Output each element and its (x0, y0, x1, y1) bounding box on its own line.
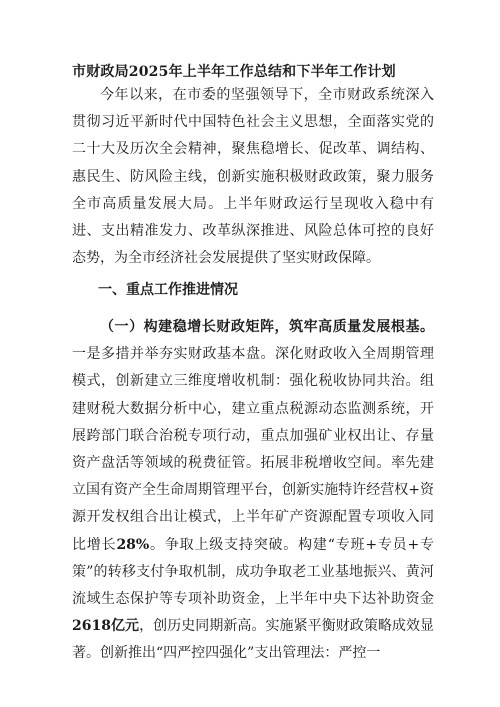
growth-rate-figure: 28% (116, 536, 150, 553)
body-text-part-2: 。争取上级支持突破。构建“专班+专员+专策”的转移支付争取机制，成功争取老工业基地振兴、黄河流域生态保护等专项补助资金，上半年中央下达补助资金 (72, 536, 435, 608)
section-heading-key-work: 一、重点工作推进情况 (98, 282, 238, 298)
body-text-part-1: 深化财政收入全周期管理模式，创新建立三维度增收机制：强化税收协同共治。组建财税大数据分析中心，建立重点税源动态监测系统，开展跨部门联合治税专项行动，重点加强矿业权出让、存量资产盘活等领域的税费征管。拓展非税增收空间。率先建立国有资产全生命周期管理平台，创新实施特许经营权+资源开发权组合出让模式，上半年矿产资源配置专项收入同比增长 (72, 346, 434, 553)
subsidy-amount-figure: 2618亿元 (72, 618, 140, 635)
subsection-heading: （一）构建稳增长财政矩阵，筑牢高质量发展根基。 (100, 319, 434, 335)
subsection-paragraph (72, 314, 434, 668)
document-title: 市财政局2025年上半年工作总结和下半年工作计划 (72, 64, 396, 80)
lead-sentence: 一是多措并举夯实财政基本盘。 (72, 346, 275, 363)
intro-paragraph: 今年以来，在市委的坚强领导下，全市财政系统深入贯彻习近平新时代中国特色社会主义思想，全面落实党的二十大及历次全会精神，聚焦稳增长、促改革、调结构、惠民生、防风险主线，创新实施积极财政政策，聚力服务全市高质量发展大局。上半年财政运行呈现收入稳中有进、支出精准发力、改革纵深推进、风险总体可控的良好态势，为全市经济社会发展提供了坚实财政保障。 (72, 87, 434, 267)
body-text-part-3: ，创历史同期新高。实施紧平衡财政策略成效显著。创新推出“四严控四强化”支出管理法：严控一 (72, 618, 435, 662)
